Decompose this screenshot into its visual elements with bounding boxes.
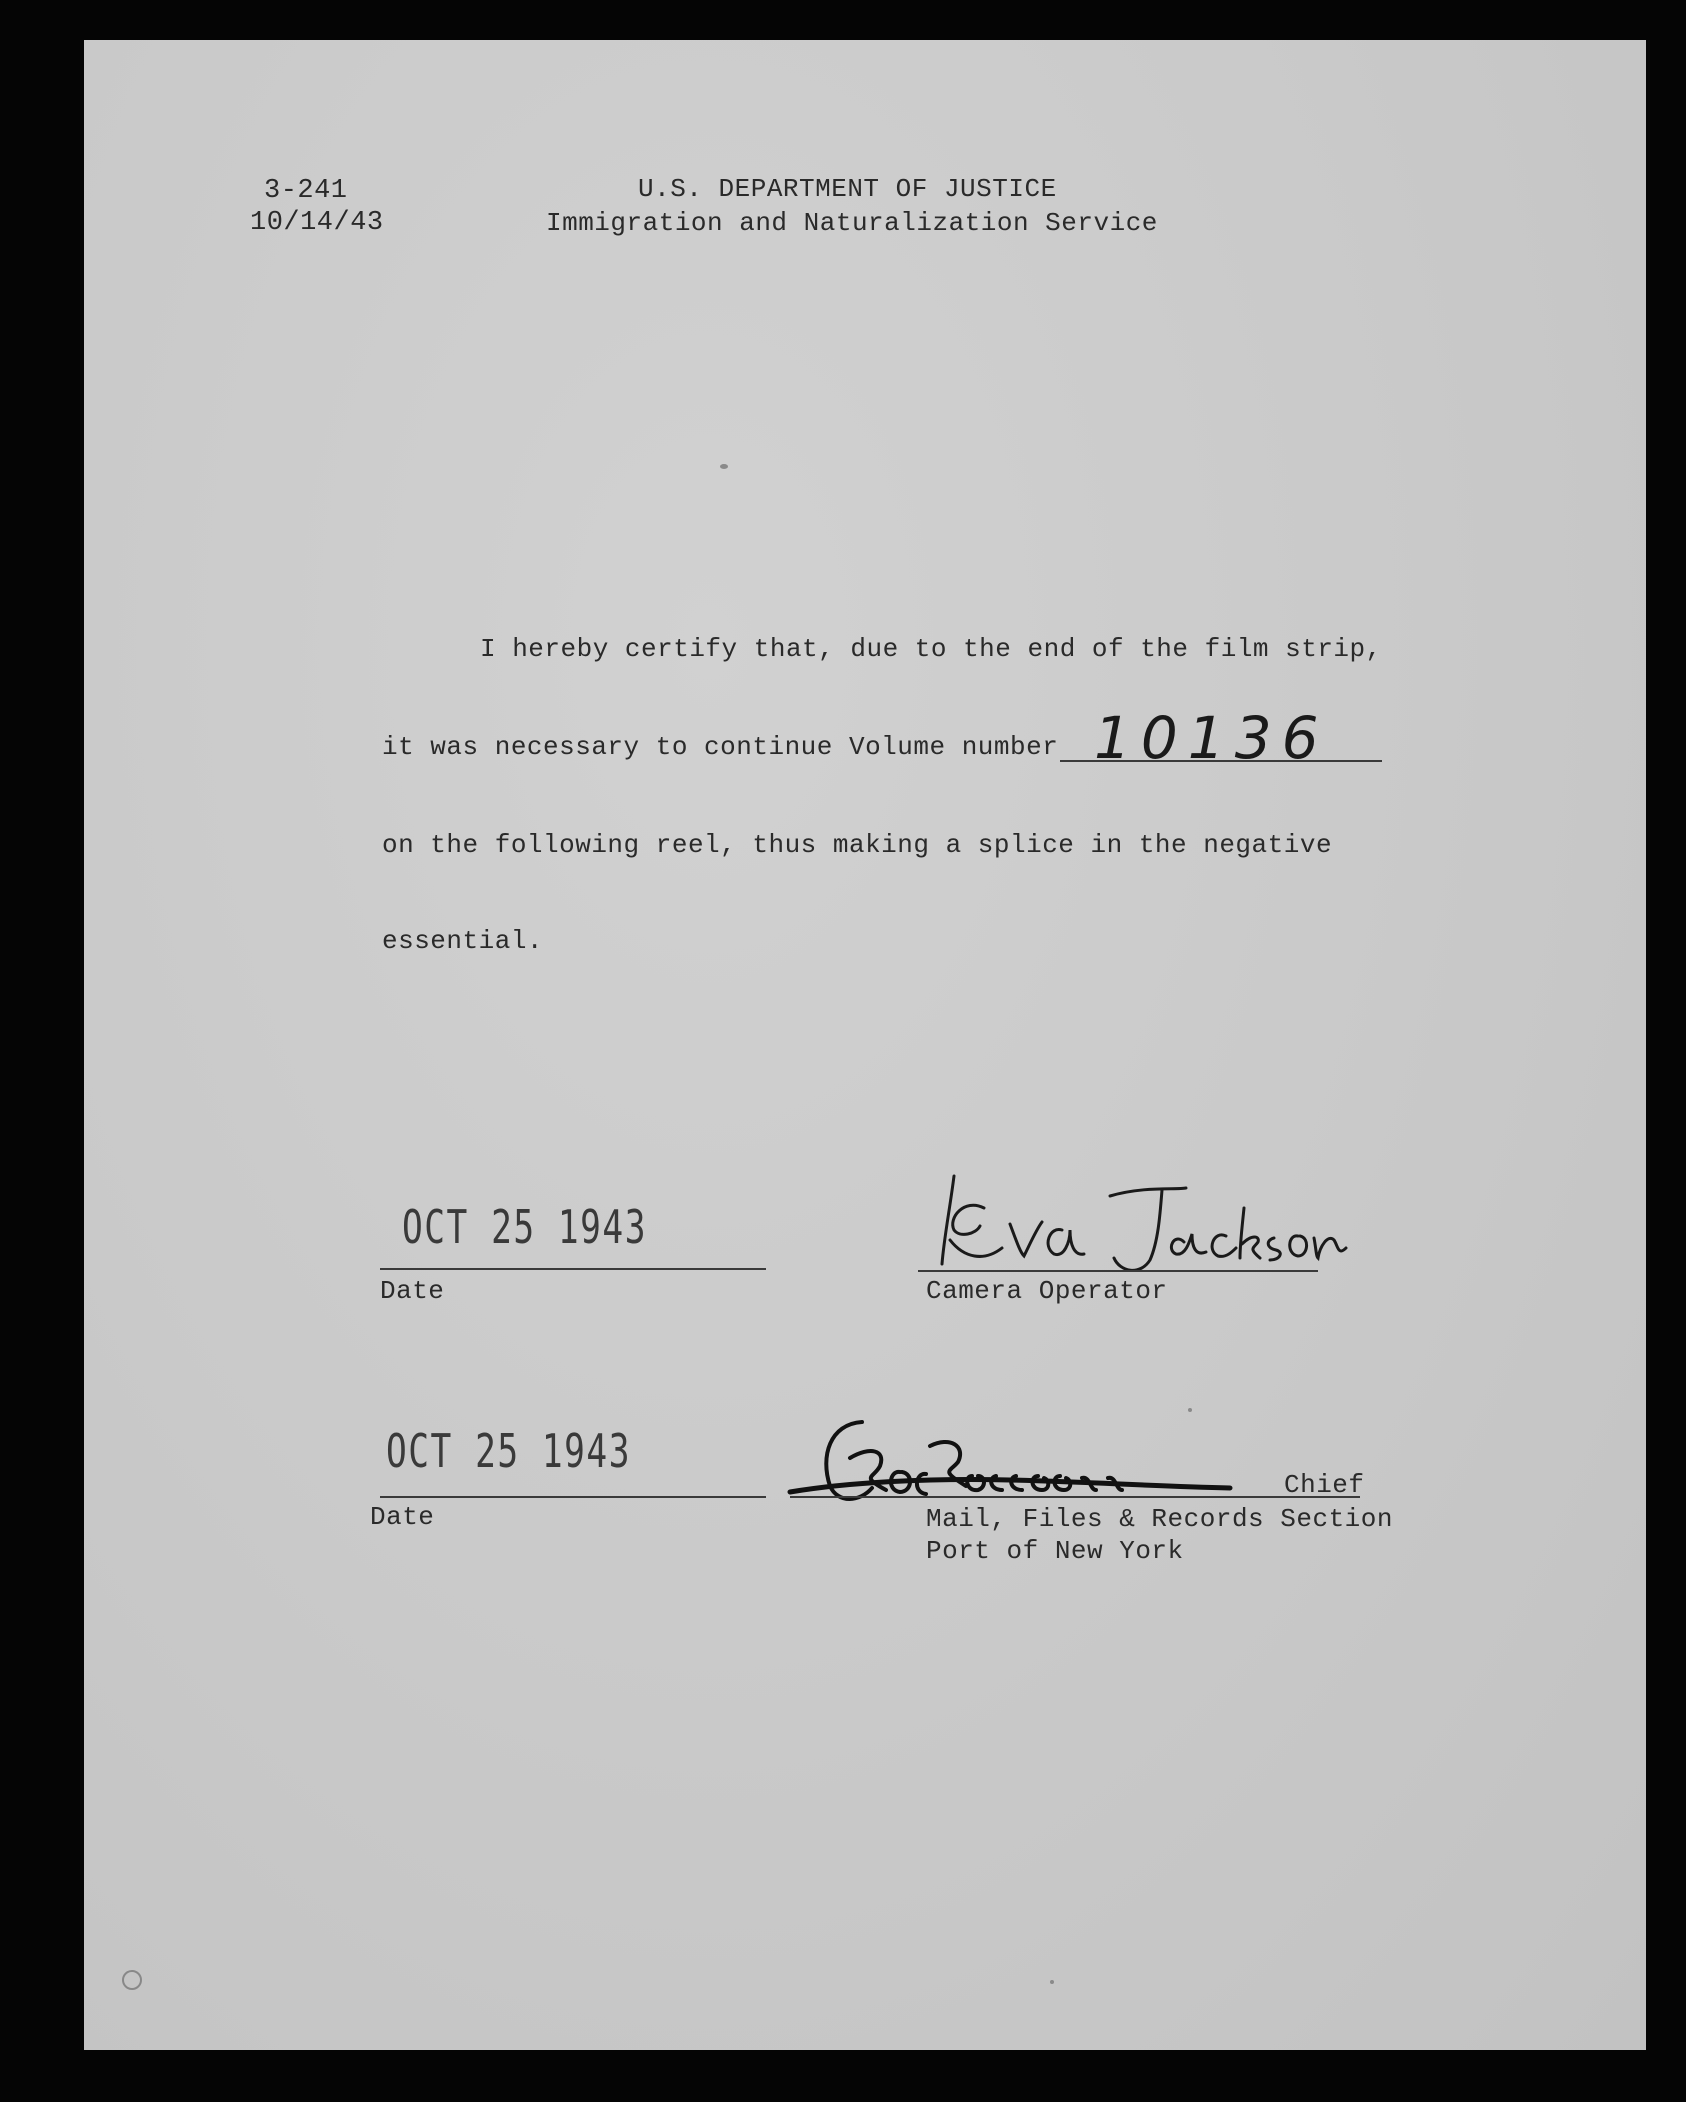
certification-line-2: it was necessary to continue Volume number	[382, 732, 1059, 762]
volume-number: 10136	[1094, 704, 1329, 772]
port-label: Port of New York	[926, 1536, 1184, 1566]
scan-speck	[720, 464, 728, 469]
certification-line-3: on the following reel, thus making a splice in the negative	[382, 830, 1333, 860]
punch-hole-mark	[122, 1970, 142, 1990]
camera-operator-label: Camera Operator	[926, 1276, 1168, 1306]
form-date: 10/14/43	[250, 208, 384, 238]
signature-rule-1	[918, 1270, 1318, 1272]
signature-rule-2	[790, 1496, 1360, 1498]
form-number: 3-241	[264, 176, 348, 206]
chief-label: Chief	[1284, 1470, 1365, 1500]
camera-operator-signature	[914, 1168, 1354, 1278]
date-rule-2	[380, 1496, 766, 1498]
document-page	[84, 40, 1646, 2050]
date-stamp-2: OCT 25 1943	[386, 1424, 631, 1478]
section-label: Mail, Files & Records Section	[926, 1504, 1393, 1534]
scan-speck	[1188, 1408, 1192, 1412]
date-rule-1	[380, 1268, 766, 1270]
chief-signature	[790, 1406, 1250, 1516]
service-title: Immigration and Naturalization Service	[546, 208, 1158, 238]
date-stamp-1: OCT 25 1943	[402, 1200, 647, 1254]
department-title: U.S. DEPARTMENT OF JUSTICE	[638, 174, 1057, 204]
scan-speck	[1050, 1980, 1054, 1984]
date-label-2: Date	[370, 1502, 435, 1532]
date-label-1: Date	[380, 1276, 445, 1306]
certification-line-4: essential.	[382, 926, 544, 956]
certification-line-1: I hereby certify that, due to the end of the film strip,	[480, 634, 1382, 664]
